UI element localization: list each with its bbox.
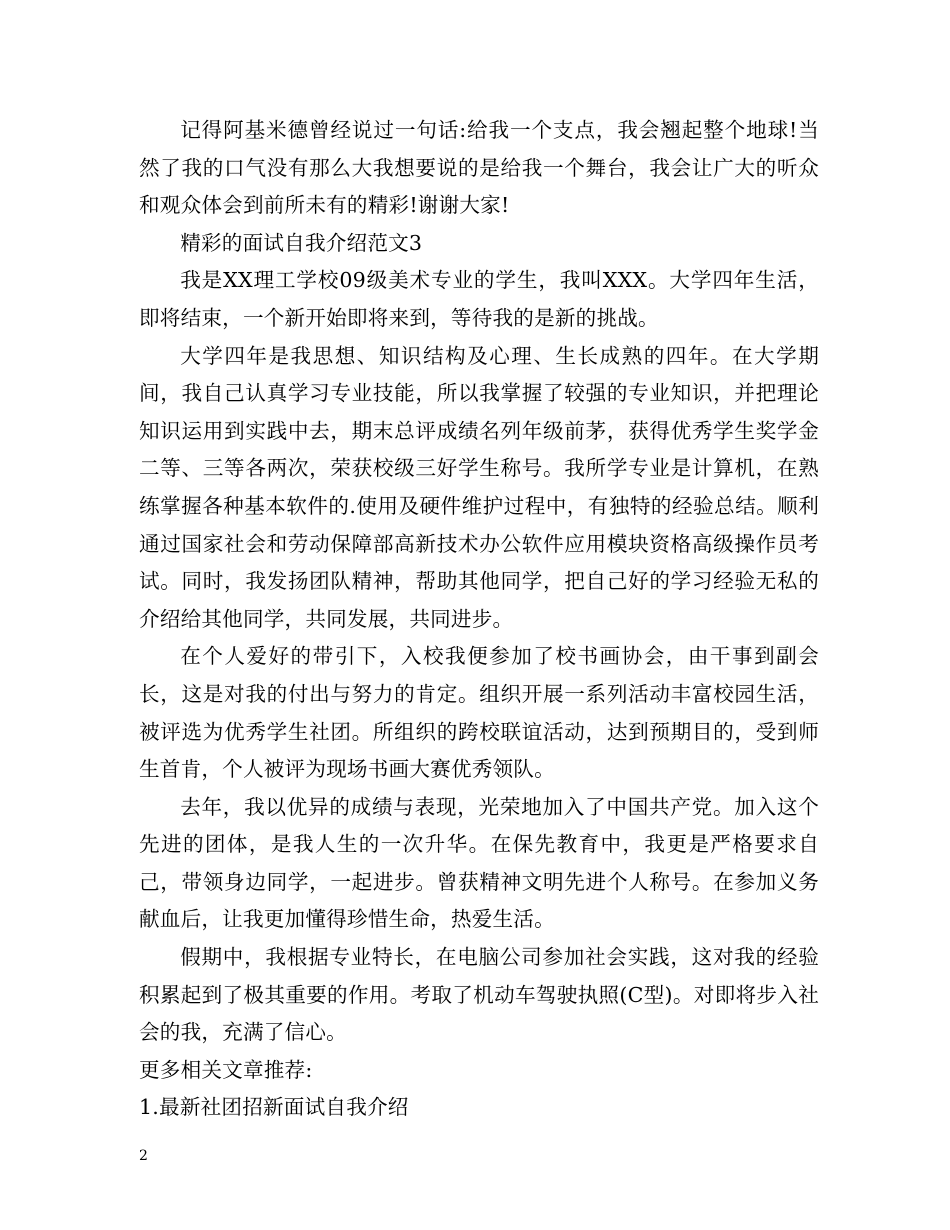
related-article-link[interactable]: 1.最新社团招新面试自我介绍 [139,1095,409,1120]
paragraph-university-study: 大学四年是我思想、知识结构及心理、生长成熟的四年。在大学期间，我自己认真学习专业技能，所以我掌握了较强的专业知识，并把理论知识运用到实践中去，期末总评成绩名列年级前茅，获得优秀学生奖学金二等、三等各两次，荣获校级三好学生称号。我所学专业是计算机，在熟练掌握各种基本软件的.使用及硬件维护过程中，有独特的经验总结。顺利通过国家社会和劳动保障部高新技术办公软件应用模块资格高级操作员考试。同时，我发扬团队精神，帮助其他同学，把自己好的学习经验无私的介绍给其他同学，共同发展，共同进步。 [139,343,819,631]
paragraph-intro-quote: 记得阿基米德曾经说过一句话:给我一个支点，我会翘起整个地球!当然了我的口气没有那么大我想要说的是给我一个舞台，我会让广大的听众和观众体会到前所未有的精彩!谢谢大家! [139,118,819,218]
page-number: 2 [139,1148,148,1164]
document-body [139,112,819,1127]
section-heading: 精彩的面试自我介绍范文3 [180,230,423,255]
paragraph-party-membership: 去年，我以优异的成绩与表现，光荣地加入了中国共产党。加入这个先进的团体，是我人生的一次升华。在保先教育中，我更是严格要求自己，带领身边同学，一起进步。曾获精神文明先进个人称号。在参加义务献血后，让我更加懂得珍惜生命，热爱生活。 [139,794,819,932]
paragraph-hobbies: 在个人爱好的带引下，入校我便参加了校书画协会，由干事到副会长，这是对我的付出与努力的肯定。组织开展一系列活动丰富校园生活，被评选为优秀学生社团。所组织的跨校联谊活动，达到预期目的，受到师生首肯，个人被评为现场书画大赛优秀领队。 [139,644,819,782]
paragraph-self-introduction: 我是XX理工学校09级美术专业的学生，我叫XXX。大学四年生活，即将结束，一个新开始即将来到，等待我的是新的挑战。 [139,268,819,330]
related-articles-heading: 更多相关文章推荐: [139,1057,313,1082]
paragraph-holiday-practice: 假期中，我根据专业特长，在电脑公司参加社会实践，这对我的经验积累起到了极其重要的作用。考取了机动车驾驶执照(C型)。对即将步入社会的我，充满了信心。 [139,945,819,1045]
